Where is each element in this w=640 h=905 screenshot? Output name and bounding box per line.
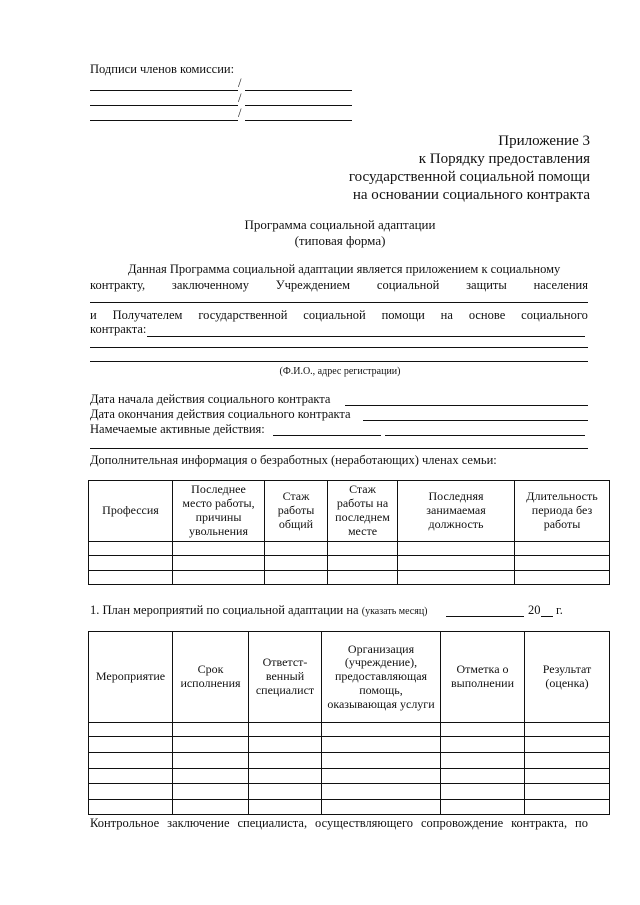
table-cell[interactable] bbox=[441, 723, 525, 737]
contract-start-field[interactable] bbox=[345, 405, 588, 406]
plan-label-hint: (указать месяц) bbox=[361, 606, 428, 617]
word: сопровождение bbox=[420, 816, 504, 830]
table-cell[interactable] bbox=[525, 784, 610, 800]
table-row bbox=[89, 769, 610, 784]
contract-end-label: Дата окончания действия социального контракта bbox=[90, 407, 351, 421]
signature-separator: / bbox=[238, 106, 242, 120]
program-subtitle: (типовая форма) bbox=[294, 233, 386, 248]
word: по bbox=[575, 816, 588, 830]
table-row bbox=[89, 784, 610, 800]
table-cell[interactable] bbox=[249, 784, 322, 800]
intro-line-1: Данная Программа социальной адаптации является приложением к социальному bbox=[128, 262, 561, 276]
table-cell[interactable] bbox=[89, 723, 173, 737]
word: основе bbox=[468, 308, 506, 322]
word: населения bbox=[533, 278, 588, 292]
contract-end-field[interactable] bbox=[363, 420, 588, 421]
actions-label: Намечаемые активные действия: bbox=[90, 422, 265, 436]
table-cell[interactable] bbox=[398, 556, 515, 571]
table-cell[interactable] bbox=[249, 800, 322, 815]
intro-line-2 bbox=[90, 278, 588, 293]
column-header: Результат (оценка) bbox=[525, 632, 610, 723]
word: контракта, bbox=[511, 816, 568, 830]
table-cell[interactable] bbox=[322, 769, 441, 784]
word: Контрольное bbox=[90, 816, 160, 830]
institution-field[interactable] bbox=[90, 302, 588, 303]
word: контракту, bbox=[90, 278, 146, 292]
intro-line-3 bbox=[90, 308, 588, 323]
table-cell[interactable] bbox=[515, 571, 610, 585]
table-cell[interactable] bbox=[328, 556, 398, 571]
table-cell[interactable] bbox=[328, 571, 398, 585]
table-cell[interactable] bbox=[322, 723, 441, 737]
table-row bbox=[89, 542, 610, 556]
column-header: Последняя занимаемая должность bbox=[398, 481, 515, 542]
plan-year-prefix: 20 bbox=[528, 603, 541, 617]
table-cell[interactable] bbox=[173, 556, 265, 571]
word: специалиста, bbox=[237, 816, 308, 830]
word: социальной bbox=[303, 308, 366, 322]
table-cell[interactable] bbox=[89, 784, 173, 800]
word: Получателем bbox=[112, 308, 183, 322]
table-cell[interactable] bbox=[89, 571, 173, 585]
table-cell[interactable] bbox=[89, 737, 173, 753]
table-cell[interactable] bbox=[525, 800, 610, 815]
table-cell[interactable] bbox=[89, 542, 173, 556]
table-row bbox=[89, 800, 610, 815]
table-cell[interactable] bbox=[265, 556, 328, 571]
appendix-line-1: Приложение 3 bbox=[498, 133, 590, 149]
table-cell[interactable] bbox=[265, 571, 328, 585]
appendix-line-4: на основании социального контракта bbox=[352, 187, 590, 203]
plan-year-suffix: г. bbox=[556, 603, 563, 617]
table-row bbox=[89, 571, 610, 585]
table-cell[interactable] bbox=[249, 769, 322, 784]
column-header: Ответст-венный специалист bbox=[249, 632, 322, 723]
word: осуществляющего bbox=[315, 816, 414, 830]
table-cell[interactable] bbox=[173, 737, 249, 753]
recipient-field-3[interactable] bbox=[90, 361, 588, 362]
table-cell[interactable] bbox=[322, 800, 441, 815]
table-cell[interactable] bbox=[441, 769, 525, 784]
intro-line-4: контракта: bbox=[90, 322, 147, 336]
table-cell[interactable] bbox=[525, 769, 610, 784]
footer-line bbox=[90, 816, 588, 831]
word: защиты bbox=[466, 278, 507, 292]
table-cell[interactable] bbox=[173, 784, 249, 800]
table-cell[interactable] bbox=[328, 542, 398, 556]
column-header: Отметка о выполнении bbox=[441, 632, 525, 723]
word: Учреждением bbox=[275, 278, 351, 292]
table-cell[interactable] bbox=[515, 556, 610, 571]
word: заключение bbox=[167, 816, 230, 830]
table-cell[interactable] bbox=[173, 571, 265, 585]
table-cell[interactable] bbox=[249, 723, 322, 737]
word: государственной bbox=[198, 308, 288, 322]
table-header-row bbox=[89, 632, 610, 723]
table-cell[interactable] bbox=[525, 737, 610, 753]
table-row bbox=[89, 737, 610, 753]
signature-separator: / bbox=[238, 91, 242, 105]
column-header: Стаж работы на последнем месте bbox=[328, 481, 398, 542]
table-header-row bbox=[89, 481, 610, 542]
column-header: Мероприятие bbox=[89, 632, 173, 723]
plan-label bbox=[90, 603, 428, 618]
table-cell[interactable] bbox=[265, 542, 328, 556]
table-cell[interactable] bbox=[441, 737, 525, 753]
table-row bbox=[89, 556, 610, 571]
table-cell[interactable] bbox=[249, 753, 322, 769]
table-cell[interactable] bbox=[89, 769, 173, 784]
column-header: Профессия bbox=[89, 481, 173, 542]
table-row bbox=[89, 753, 610, 769]
recipient-field-2[interactable] bbox=[90, 347, 588, 348]
plan-year-field[interactable] bbox=[541, 616, 553, 617]
appendix-line-3: государственной социальной помощи bbox=[348, 169, 590, 185]
table-cell[interactable] bbox=[173, 800, 249, 815]
word: на bbox=[440, 308, 453, 322]
recipient-field-1[interactable] bbox=[147, 336, 585, 337]
word: заключенному bbox=[171, 278, 249, 292]
program-title: Программа социальной адаптации bbox=[244, 217, 436, 232]
table-cell[interactable] bbox=[89, 753, 173, 769]
column-header: Срок исполнения bbox=[173, 632, 249, 723]
signatures-label: Подписи членов комиссии: bbox=[90, 62, 235, 76]
column-header: Стаж работы общий bbox=[265, 481, 328, 542]
word: помощи bbox=[381, 308, 425, 322]
column-header: Длительность периода без работы bbox=[515, 481, 610, 542]
word: и bbox=[90, 308, 97, 322]
table-cell[interactable] bbox=[89, 556, 173, 571]
actions-field-2[interactable] bbox=[385, 435, 585, 436]
plan-label-main: 1. План мероприятий по социальной адаптации на bbox=[90, 603, 362, 617]
table-cell[interactable] bbox=[515, 542, 610, 556]
appendix-line-2: к Порядку предоставления bbox=[418, 151, 590, 167]
family-info-label: Дополнительная информация о безработных (неработающих) членах семьи: bbox=[90, 453, 497, 467]
family-info-table bbox=[88, 480, 610, 585]
table-cell[interactable] bbox=[173, 542, 265, 556]
plan-table bbox=[88, 631, 610, 815]
contract-start-label: Дата начала действия социального контракта bbox=[90, 392, 331, 406]
table-cell[interactable] bbox=[441, 784, 525, 800]
table-cell[interactable] bbox=[249, 737, 322, 753]
table-cell[interactable] bbox=[322, 784, 441, 800]
actions-field-1[interactable] bbox=[273, 435, 381, 436]
table-row bbox=[89, 723, 610, 737]
table-cell[interactable] bbox=[173, 753, 249, 769]
table-cell[interactable] bbox=[398, 571, 515, 585]
word: социальной bbox=[376, 278, 440, 292]
table-cell[interactable] bbox=[173, 723, 249, 737]
table-cell[interactable] bbox=[322, 737, 441, 753]
signature-separator: / bbox=[238, 76, 242, 90]
plan-month-field[interactable] bbox=[446, 616, 524, 617]
column-header: Организация (учреждение), предоставляющая помощь, оказывающая услуги bbox=[322, 632, 441, 723]
table-cell[interactable] bbox=[398, 542, 515, 556]
table-cell[interactable] bbox=[441, 753, 525, 769]
table-cell[interactable] bbox=[322, 753, 441, 769]
actions-field-3[interactable] bbox=[90, 448, 588, 449]
table-cell[interactable] bbox=[525, 723, 610, 737]
table-cell[interactable] bbox=[525, 753, 610, 769]
column-header: Последнее место работы, причины увольнения bbox=[173, 481, 265, 542]
table-cell[interactable] bbox=[89, 800, 173, 815]
table-cell[interactable] bbox=[441, 800, 525, 815]
table-cell[interactable] bbox=[173, 769, 249, 784]
word: социального bbox=[521, 308, 588, 322]
fio-caption: (Ф.И.О., адрес регистрации) bbox=[279, 366, 401, 377]
